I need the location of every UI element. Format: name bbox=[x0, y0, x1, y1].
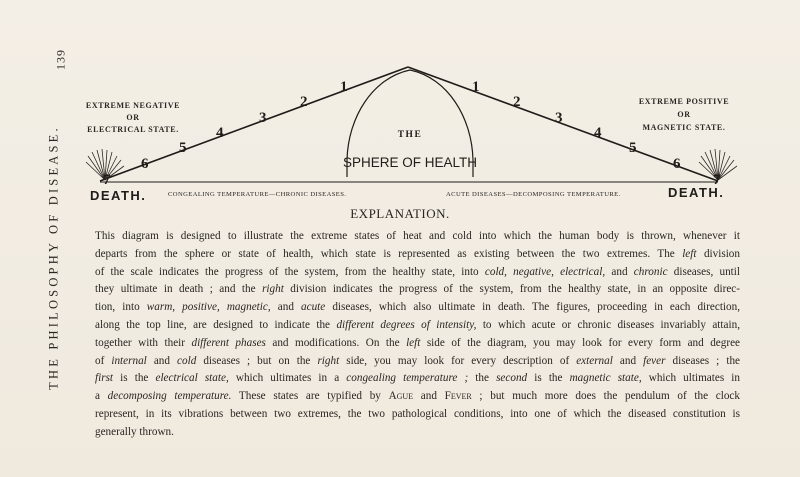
text-run: side of the diagram, you may look for every form and degree bbox=[420, 336, 741, 349]
left-scale-6: 6 bbox=[141, 156, 149, 172]
paragraph-line bbox=[95, 299, 740, 317]
paragraph-line bbox=[95, 370, 740, 388]
italic-run: acute bbox=[301, 301, 326, 314]
italic-run: right bbox=[262, 283, 284, 296]
right-scale-5: 5 bbox=[629, 140, 637, 156]
paragraph-line bbox=[95, 246, 740, 264]
text-run: tion, into bbox=[95, 301, 147, 314]
running-title: THE PHILOSOPHY OF DISEASE. bbox=[46, 125, 61, 390]
italic-run: different degrees of intensity, bbox=[336, 318, 477, 331]
text-run: and bbox=[413, 390, 445, 403]
text-run: and bbox=[612, 354, 644, 367]
italic-run: electrical state, bbox=[155, 372, 229, 385]
italic-run: left bbox=[682, 247, 697, 260]
italic-run: right bbox=[317, 354, 340, 367]
right-scale-1: 1 bbox=[472, 79, 480, 95]
italic-run: external bbox=[576, 354, 613, 367]
paragraph-line bbox=[95, 264, 740, 282]
italic-run: congealing temperature ; bbox=[346, 372, 469, 385]
left-pole-label-2: OR bbox=[126, 113, 140, 122]
text-run: to which acute or chronic diseases invariably attain, bbox=[476, 318, 740, 331]
left-scale-4: 4 bbox=[216, 125, 224, 141]
paragraph-line bbox=[95, 353, 740, 371]
text-run: generally thrown. bbox=[95, 425, 174, 438]
text-run: they ultimate in death ; and the bbox=[95, 283, 263, 296]
center-sphere-label: SPHERE OF HEALTH bbox=[342, 155, 478, 170]
left-caption: CONGEALING TEMPERATURE—CHRONIC DISEASES. bbox=[168, 191, 347, 198]
text-run: and modifications. On the bbox=[265, 336, 407, 349]
italic-run: chronic bbox=[633, 265, 668, 278]
text-run: ; but much more does the pendulum of the clock bbox=[471, 390, 740, 403]
text-run: side, you may look for every description of bbox=[339, 354, 577, 367]
text-run: departs from the sphere or state of health, which state is represented as existing between the two extremes. The bbox=[95, 247, 683, 260]
italic-run: different phases bbox=[191, 336, 266, 349]
paragraph-line bbox=[95, 335, 740, 353]
text-run: which ultimates in bbox=[641, 372, 740, 385]
right-scale-3: 3 bbox=[555, 110, 563, 126]
italic-run: left bbox=[406, 336, 421, 349]
text-run: along the top line, are designed to indicate the bbox=[95, 318, 337, 331]
italic-run: decomposing temperature. bbox=[107, 390, 232, 403]
italic-run: cold, negative, electrical, bbox=[484, 265, 606, 278]
paragraph-line bbox=[95, 228, 740, 246]
text-run: division indicates the progress of the system, from the healthy state, in an opposite direc- bbox=[283, 283, 740, 296]
text-run: together with their bbox=[95, 336, 192, 349]
paragraph-line bbox=[95, 317, 740, 335]
text-run: division bbox=[696, 247, 740, 260]
text-run: diseases, until bbox=[667, 265, 740, 278]
text-run: represent, in its vibrations between two extremes, the two pathological conditions, into one of which the diseased constitution is bbox=[95, 407, 740, 420]
text-run: diseases ; the bbox=[665, 354, 740, 367]
text-run: This diagram is designed to illustrate the extreme states of heat and cold into which the human body is thrown, whenever it bbox=[95, 230, 740, 242]
text-run: Ague bbox=[388, 390, 414, 403]
italic-run: cold bbox=[177, 354, 197, 367]
right-scale-4: 4 bbox=[594, 125, 602, 141]
right-pole-label-1: EXTREME POSITIVE bbox=[638, 97, 730, 106]
death-right-label: DEATH. bbox=[668, 185, 725, 200]
right-scale-2: 2 bbox=[513, 94, 521, 110]
page-number: 139 bbox=[53, 49, 68, 70]
italic-run: fever bbox=[643, 354, 666, 367]
right-scale-7: 7 bbox=[713, 172, 721, 188]
text-run: is the bbox=[527, 372, 570, 385]
text-run: a bbox=[95, 390, 108, 403]
right-pole-label-2: OR bbox=[677, 110, 691, 119]
death-left-label: DEATH. bbox=[90, 188, 147, 203]
paragraph-line bbox=[95, 388, 740, 406]
italic-run: first bbox=[95, 372, 114, 385]
right-caption: ACUTE DISEASES—DECOMPOSING TEMPERATURE. bbox=[446, 191, 621, 198]
left-scale-5: 5 bbox=[179, 140, 187, 156]
text-run: and bbox=[605, 265, 634, 278]
explanation-heading: EXPLANATION. bbox=[350, 206, 450, 221]
left-pole-label-3: ELECTRICAL STATE. bbox=[87, 125, 179, 134]
italic-run: warm, positive, magnetic, bbox=[146, 301, 271, 314]
text-run: and bbox=[146, 354, 178, 367]
text-run: which ultimates in a bbox=[228, 372, 347, 385]
paragraph-line bbox=[95, 424, 740, 442]
text-run: diseases ; but on the bbox=[196, 354, 318, 367]
left-scale-7: 7 bbox=[103, 172, 111, 188]
italic-run: second bbox=[496, 372, 528, 385]
right-pole-label-3: MAGNETIC STATE. bbox=[642, 123, 726, 132]
text-run: Fever bbox=[444, 390, 472, 403]
left-pole-label-1: EXTREME NEGATIVE bbox=[85, 101, 181, 110]
text-run: diseases, which also ultimate in death. The figures, proceeding in each direction, bbox=[325, 301, 741, 314]
left-scale-2: 2 bbox=[300, 94, 308, 110]
italic-run: internal bbox=[111, 354, 147, 367]
right-scale-6: 6 bbox=[673, 156, 681, 172]
text-run: is the bbox=[113, 372, 156, 385]
left-scale-3: 3 bbox=[259, 110, 267, 126]
italic-run: magnetic state, bbox=[569, 372, 642, 385]
health-diagram bbox=[0, 0, 800, 205]
paragraph-line bbox=[95, 281, 740, 299]
text-run: of bbox=[95, 354, 112, 367]
paragraph-line bbox=[95, 406, 740, 424]
center-the-label: THE bbox=[397, 130, 423, 140]
text-run: and bbox=[270, 301, 302, 314]
text-run: of the scale indicates the progress of the system, from the healthy state, into bbox=[95, 265, 485, 278]
explanation-paragraph bbox=[95, 228, 740, 442]
left-scale-1: 1 bbox=[340, 79, 348, 95]
text-run: the bbox=[468, 372, 497, 385]
text-run: These states are typified by bbox=[231, 390, 389, 403]
